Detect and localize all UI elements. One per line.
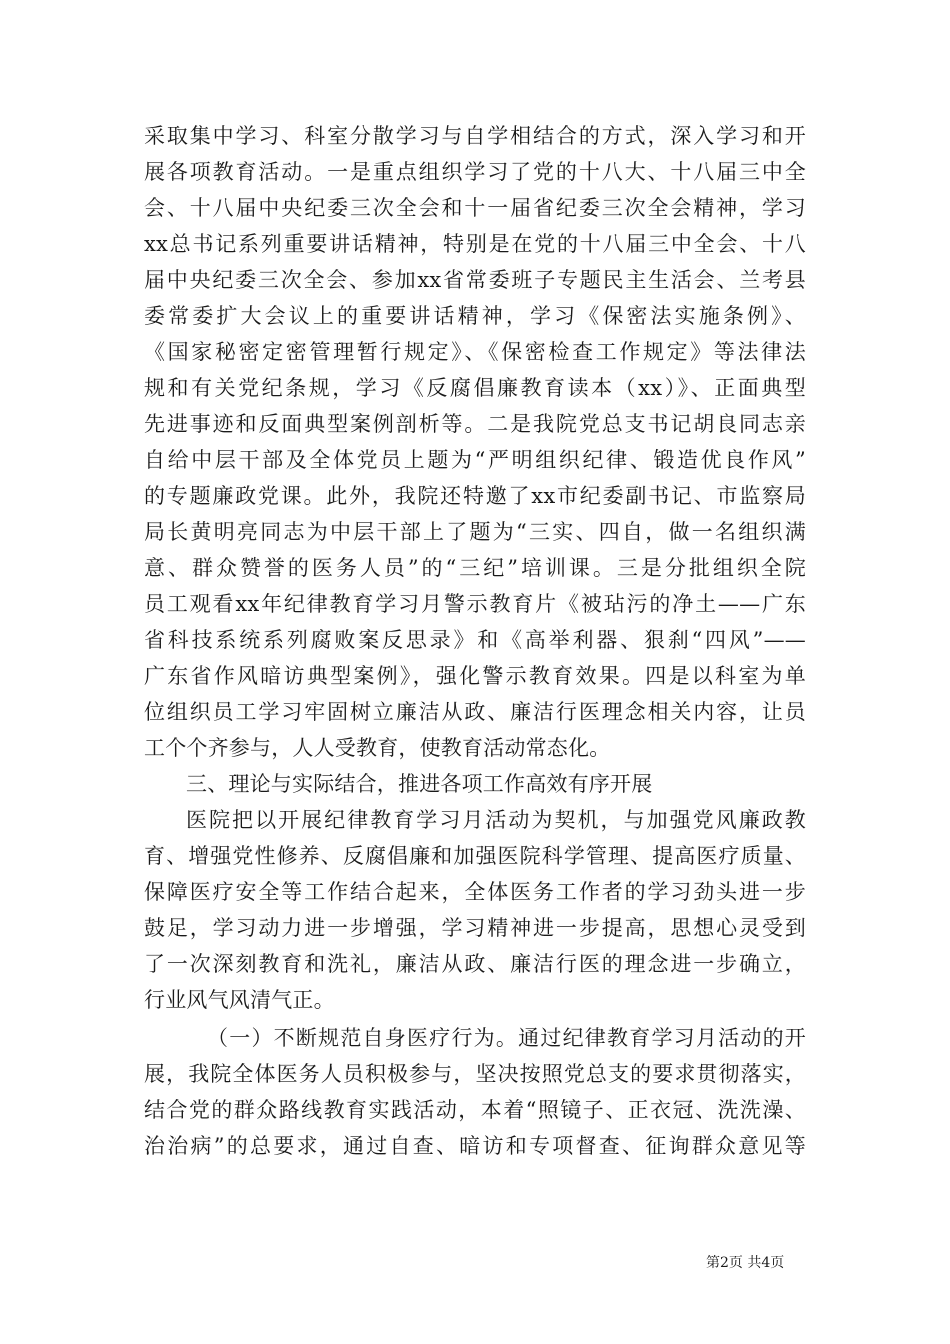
section-heading: 三、理论与实际结合，推进各项工作高效有序开展 — [186, 772, 653, 796]
text-line: 鼓足，学习动力进一步增强，学习精神进一步提高，思想心灵受到 — [144, 916, 806, 940]
text-line: 医院把以开展纪律教育学习月活动为契机，与加强党风廉政教 — [186, 808, 806, 832]
text-line: 先进事迹和反面典型案例剖析等。二是我院党总支书记胡良同志亲 — [144, 412, 806, 436]
text-line: 工个个齐参与，人人受教育，使教育活动常态化。 — [144, 736, 611, 760]
text-line: 会、十八届中央纪委三次全会和十一届省纪委三次全会精神，学习 — [144, 196, 806, 220]
text-line: 展，我院全体医务人员积极参与，坚决按照党总支的要求贯彻落实， — [144, 1062, 806, 1086]
text-line: 保障医疗安全等工作结合起来，全体医务工作者的学习劲头进一步 — [144, 880, 806, 904]
text-line: 育、增强党性修养、反腐倡廉和加强医院科学管理、提高医疗质量、 — [144, 844, 806, 868]
paragraph-study-activities — [144, 118, 806, 766]
text-line: 省科技系统系列腐败案反思录》和《高举利器、狠刹“四风”—— — [144, 628, 806, 652]
text-line: 了一次深刻教育和洗礼，廉洁从政、廉洁行医的理念进一步确立， — [144, 952, 806, 976]
text-line: 展各项教育活动。一是重点组织学习了党的十八大、十八届三中全 — [144, 160, 806, 184]
text-line: 结合党的群众路线教育实践活动，本着“照镜子、正衣冠、洗洗澡、 — [144, 1098, 806, 1122]
text-line: 自给中层干部及全体党员上题为“严明组织纪律、锻造优良作风” — [144, 448, 806, 472]
text-line: 委常委扩大会议上的重要讲话精神，学习《保密法实施条例》、 — [144, 304, 806, 328]
paragraph-medical-conduct — [144, 1020, 806, 1164]
text-line: xx总书记系列重要讲话精神，特别是在党的十八届三中全会、十八 — [144, 232, 806, 256]
document-body — [144, 118, 806, 1164]
text-line: 采取集中学习、科室分散学习与自学相结合的方式，深入学习和开 — [144, 124, 806, 148]
text-line: （一）不断规范自身医疗行为。通过纪律教育学习月活动的开 — [207, 1026, 806, 1050]
text-line: 位组织员工学习牢固树立廉洁从政、廉洁行医理念相关内容，让员 — [144, 700, 806, 724]
text-line: 规和有关党纪条规，学习《反腐倡廉教育读本（xx）》、正面典型 — [144, 376, 806, 400]
text-line: 广东省作风暗访典型案例》，强化警示教育效果。四是以科室为单 — [144, 664, 806, 688]
text-line: 的专题廉政党课。此外，我院还特邀了xx市纪委副书记、市监察局 — [144, 484, 806, 508]
text-line: 局长黄明亮同志为中层干部上了题为“三实、四自，做一名组织满 — [144, 520, 806, 544]
text-line: 意、群众赞誉的医务人员”的“三纪”培训课。三是分批组织全院 — [144, 556, 806, 580]
text-line: 《国家秘密定密管理暂行规定》、《保密检查工作规定》等法律法 — [144, 340, 806, 364]
page-number: 第2页 共4页 — [706, 1255, 785, 1271]
paragraph-theory-practice — [144, 802, 806, 1018]
text-line: 届中央纪委三次全会、参加xx省常委班子专题民主生活会、兰考县 — [144, 268, 806, 292]
text-line: 治治病”的总要求，通过自查、暗访和专项督查、征询群众意见等 — [144, 1134, 806, 1158]
text-line: 行业风气风清气正。 — [144, 988, 335, 1012]
text-line: 员工观看xx年纪律教育学习月警示教育片《被玷污的净土——广东 — [144, 592, 806, 616]
